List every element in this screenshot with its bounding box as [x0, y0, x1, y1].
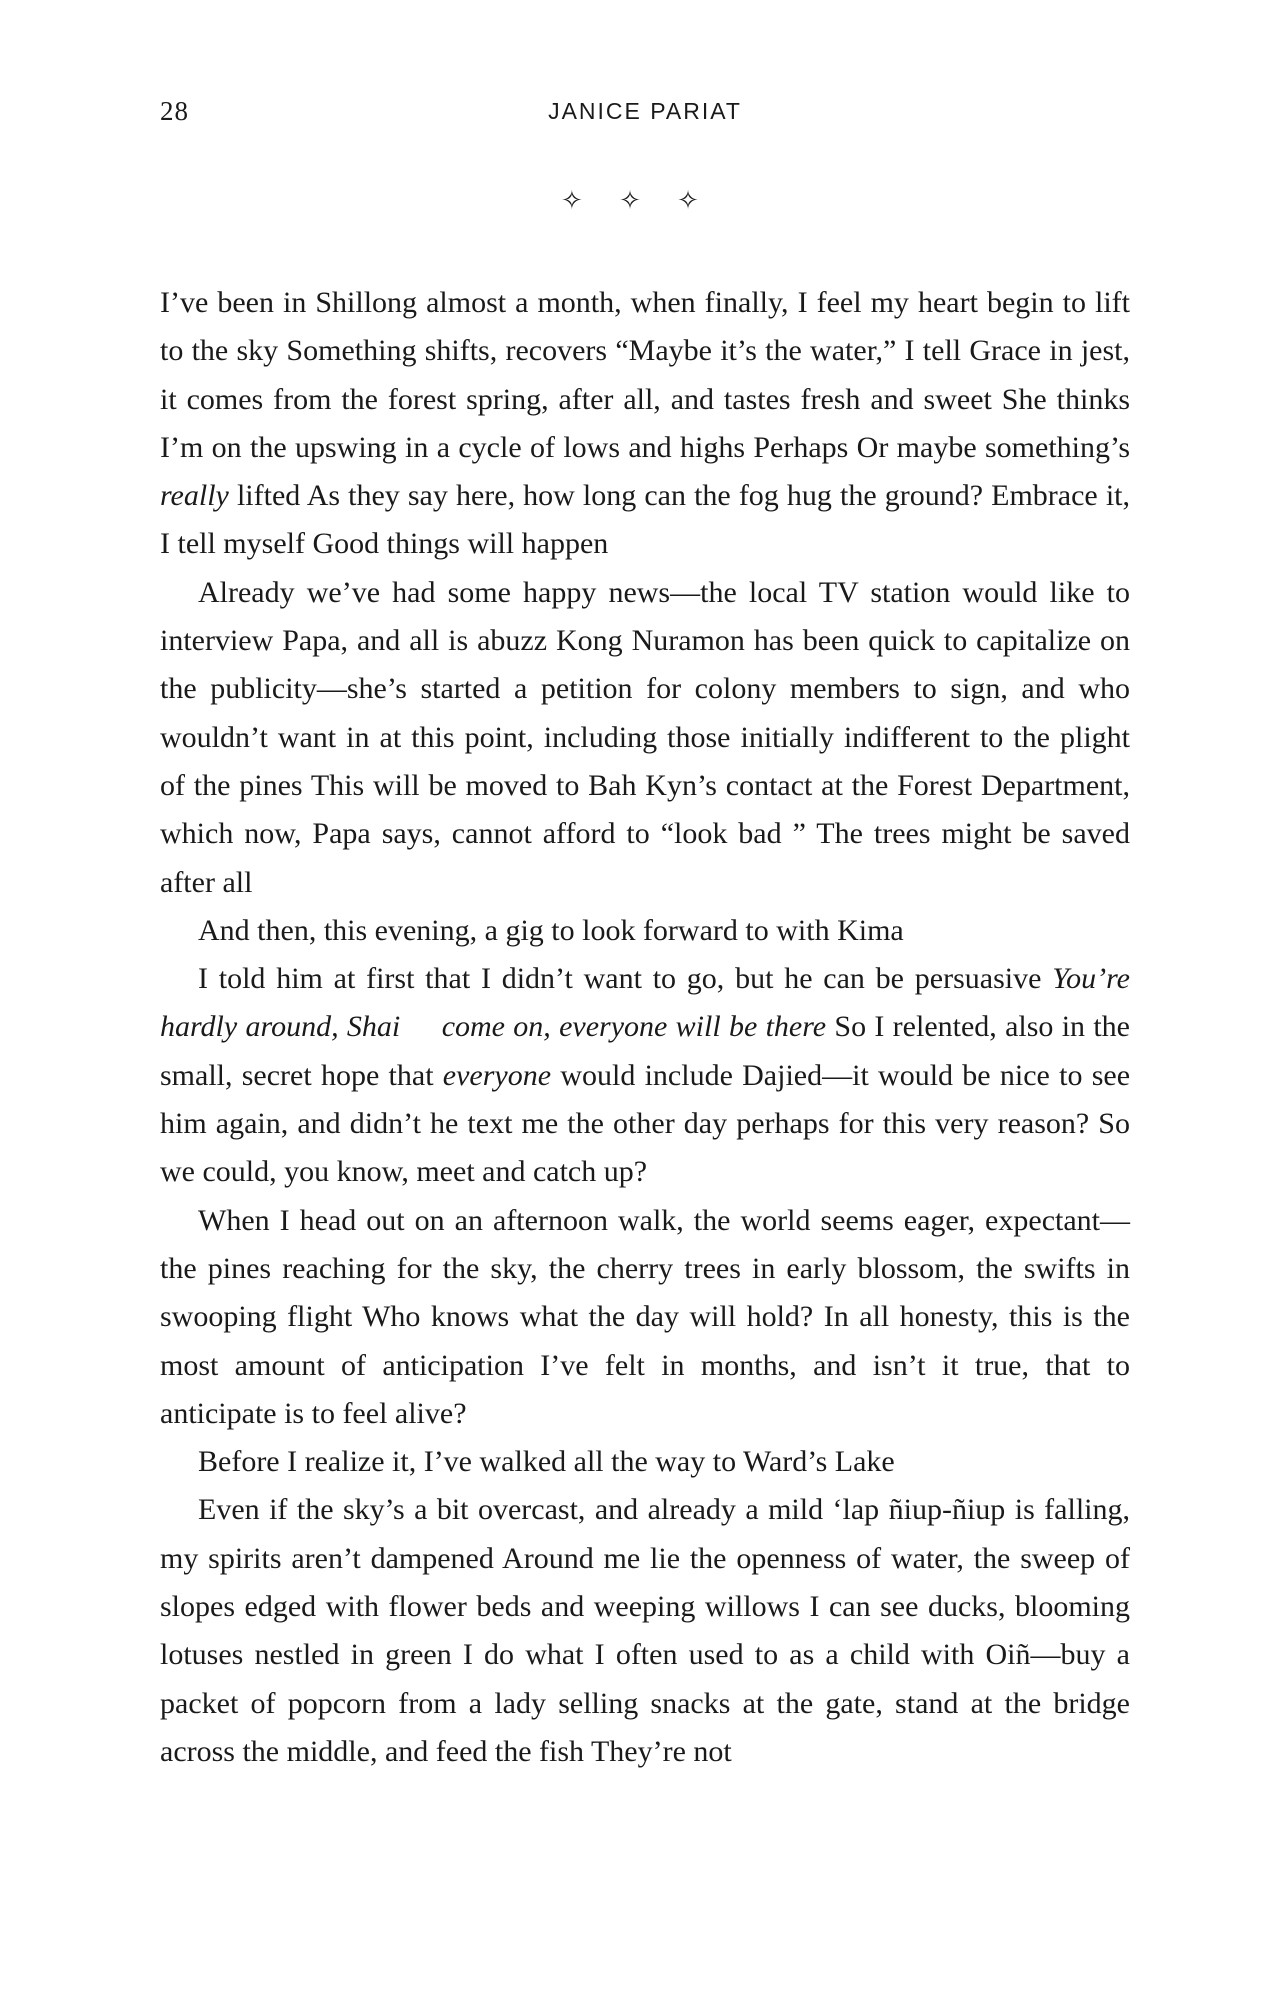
paragraph-4-text-b: So I relented, also in the small, secret hope that: [160, 1010, 1130, 1092]
page-number: 28: [160, 96, 189, 126]
paragraph-4-text-a: I told him at first that I didn’t want to go, but he can be persuasive: [198, 962, 1053, 996]
paragraph-1-text-a: I’ve been in Shillong almost a month, when finally, I feel my heart begin to lift to the sky Something shifts, recovers “Maybe it’s the water,” I tell Grace in jest, it comes from the forest spring, after all, and tastes fresh and sweet She thinks I’m on the upswing in a cycle of lows and highs Perhaps Or maybe something’s: [160, 286, 1130, 464]
paragraph-1-text-b: lifted As they say here, how long can the fog hug the ground? Embrace it, I tell myself Good things will happen: [160, 479, 1130, 561]
paragraph-7: Even if the sky’s a bit overcast, and already a mild ‘lap ñiup-ñiup is falling, my spirits aren’t dampened Around me lie the openness of water, the sweep of slopes edged with flower beds and weeping willows I can see ducks, blooming lotuses nestled in green I do what I often used to as a child with Oiñ—buy a packet of popcorn from a lady selling snacks at the gate, stand at the bridge across the middle, and feed the fish They’re not: [160, 1493, 1130, 1768]
body-text: [160, 279, 1138, 1776]
paragraph-3: And then, this evening, a gig to look forward to with Kima: [198, 913, 904, 947]
paragraph-1: [160, 279, 1130, 569]
paragraph-6: Before I realize it, I’ve walked all the way to Ward’s Lake: [198, 1445, 895, 1479]
paragraph-4-text-c: would include Dajied—it would be nice to see him again, and didn’t he text me the other day perhaps for this very reason? So we could, you know, meet and catch up?: [160, 1058, 1131, 1189]
paragraph-1-emphasis: really: [160, 479, 229, 513]
paragraph-5: When I head out on an afternoon walk, the world seems eager, expectant—the pines reaching for the sky, the cherry trees in early blossom, the swifts in swooping flight Who knows what the day will hold? In all honesty, this is the most amount of anticipation I’ve felt in months, and isn’t it true, that to anticipate is to feel alive?: [160, 1203, 1130, 1430]
paragraph-2: Already we’ve had some happy news—the local TV station would like to interview Papa, and all is abuzz Kong Nuramon has been quick to capitalize on the publicity—she’s started a petition for colony members to sign, and who wouldn’t want in at this point, including those initially indifferent to the plight of the pines This will be moved to Bah Kyn’s contact at the Forest Department, which now, Papa says, cannot afford to “look bad ” The trees might be saved after all: [160, 575, 1130, 899]
section-break-ornament: ✧ ✧ ✧: [561, 186, 713, 216]
paragraph-4: [160, 955, 1138, 1196]
author-name: JANICE PARIAT: [548, 98, 742, 124]
paragraph-4-emphasis-2: everyone: [442, 1058, 552, 1092]
running-head: [160, 96, 1130, 136]
paragraph-4-emphasis-1: You’re hardly around, Shai come on, everyone will be there: [160, 962, 1138, 1044]
